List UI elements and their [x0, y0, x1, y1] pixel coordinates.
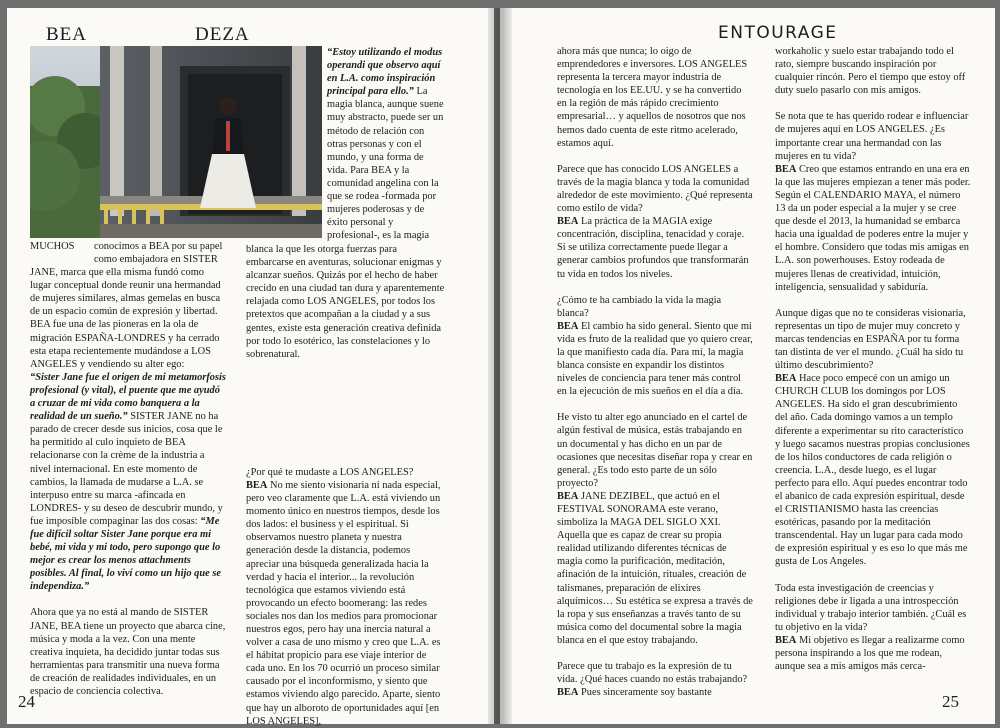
book-gutter: [488, 8, 512, 724]
answer-lifestyle: La práctica de la MAGIA exige concentración, disciplina, tenacidad y coraje. Si se utiliza correctamente puede llegar a generar cambios profundos que transformarán tu vida en todos los niveles.: [557, 216, 749, 280]
page-number-left: 24: [18, 692, 35, 711]
page-number-right: 25: [942, 692, 959, 711]
section-header: ENTOURAGE: [718, 23, 838, 43]
left-column-2: [246, 243, 446, 728]
answer-label: BEA: [775, 163, 797, 175]
answer-label: BEA: [557, 216, 579, 228]
intro-paragraph-cont: SISTER JANE no ha parado de crecer desde sus inicios, cosa que le ha permitido al culo inquieto de BEA relacionarse con la crème de la industria a nivel internacional. En este momento de cambios, la llamada de mudarse a L.A. se interpuso entre su marca -afincada en LONDRES- y su deseo de descubrir mundo, y fue imposible compaginar las dos cosas:: [30, 411, 223, 527]
answer-why-la: No me siento visionaria ni nada especial, pero veo claramente que L.A. está viviendo un momento único en nuestros tiempos, desde los dos lados: el business y el espiritual. Si observamos nuestro planeta y nuestra generación desde la distancia, podemos apreciar una búsqueda generalizada hacia la verdad y hacia el interior... la revolución tecnológica que estamos viviendo está provocando un efecto boomerang: las redes sociales nos dan los medios para promocionar nuestros egos, pero hay una inercia natural a volver a casa de uno mismo y creo que L.A. es el hábitat propicio para ese viaje interior de cada uno. En los 70 ocurrió un proceso similar causado por el inconformismo, y siento que estamos viviendo algo parecido. Aparte, siento que hay un alboroto de oportunidades aquí [en LOS ANGELES],: [246, 479, 441, 727]
question-change: ¿Cómo te ha cambiado la vida la magia blanca?: [557, 294, 722, 319]
magic-paragraph-cont: blanca la que les otorga fuerzas para embarcarse en aventuras, solucionar enigmas y alcanzar sueños. Quizás por el hecho de haber crecido en una ciudad tan dura y aparentemente relajada como LOS ANGELES, por todos los pretextos que acompañan a la ciudad y a sus gentes, existe esta generación creativa definida por todo lo esotérico, las constelaciones y lo sobrenatural.: [246, 244, 445, 360]
portrait-photo: [30, 46, 322, 238]
question-free-time: Parece que tu trabajo es la expresión de tu vida. ¿Qué haces cuando no estás trabajando?: [557, 661, 748, 686]
magic-paragraph: La magia blanca, aunque suene muy abstracto, puede ser un método de relación con otras personas y con el mundo, y una forma de vida. Para BEA y la comunidad angelina con la que se rodea -formada por mujeres poderosas y de éxito personal y profesional-, es la magia: [327, 86, 444, 242]
intro-paragraph: como embajadora en SISTER JANE, marca que ella misma fundó como lugar conceptual donde reunir una hermandad de mujeres similares, almas gemelas en busca de un espacio común de expresión y libertad. BEA fue una de las pioneras en la ola de migración ESPAÑA-LONDRES y ha cerrado esta etapa recientemente mudándose a LOS ANGELES y vendiendo su alter ego:: [30, 254, 221, 370]
question-objective: Toda esta investigación de creencias y religiones debe ir ligada a una introspección individual y trabajo interior también. ¿Cuál es tu objetivo en la vida?: [775, 582, 967, 633]
tech-paragraph: ahora más que nunca; lo oigo de emprendedores e inversores. LOS ANGELES representa la tercera mayor industria de tecnología en los EE.UU. y se ha convertido en la región de más rápido crecimiento empresarial… y aquellos de nosotros que nos hemos dado cuenta de este ritmo acelerado, estamos aquí.: [557, 46, 748, 149]
lead-in-rest: conocimos a BEA por su papel: [94, 241, 223, 252]
answer-project: JANE DEZIBEL, que actuó en el FESTIVAL SONORAMA este verano, simboliza la MAGA DEL SIGLO XXI. Aquella que es capaz de crear su propia realidad utilizando diferentes técnicas de magia como la purificación, meditación, afinación de la intuición, rituales, creación de talismanes, preparación de elixires alquímicos… Su estética se expresa a través de la ropa y sus enseñanzas a través tanto de su música como del documental sobre la magia blanca en el que estoy trabajando.: [557, 490, 753, 646]
right-column-1: [557, 45, 753, 699]
project-paragraph: Ahora que ya no está al mando de SISTER JANE, BEA tiene un proyecto que abarca cine, música y moda a la vez. Con una mente creativa inquieta, ha decidido juntar todas sus herramientas para transmitir una nueva forma de creación de realidades individuales, en un espacio de conciencia colectiva.: [30, 607, 226, 697]
question-sisterhood: Se nota que te has querido rodear e influenciar de mujeres aquí en LOS ANGELES. ¿Es importante crear una hermandad con las mujeres en tu vida?: [775, 111, 969, 162]
pull-quote-baby: “Me fue difícil soltar Sister Jane porque era mi bebé, mi vida y mi todo, pero supongo que lo mejor es crear los menos attachments posibles. Al final, lo viví como un hijo que se independiza.”: [30, 515, 221, 593]
question-discovery: Aunque digas que no te consideras visionaria, representas un tipo de mujer muy concreto y marcas tendencias en ESPAÑA por tu forma tan distinta de ver el mundo. ¿Cuál ha sido tu último descubrimiento?: [775, 307, 966, 372]
answer-free-time: Pues sinceramente soy bastante: [580, 687, 712, 699]
answer-label: BEA: [775, 373, 797, 385]
answer-discovery: Hace poco empecé con un amigo un CHURCH CLUB los domingos por LOS ANGELES. Ha sido el gran descubrimiento del año. Cada domingo vamos a un templo diferente a experimentar su rito característico y luego sacamos nuestras propias conclusiones de los hilos conductores de cada religión o creencia. L.A., desde luego, es el lugar perfecto para ello. Aquí puedes encontrar todo el abanico de cada expresión espiritual, desde el CRISTIANISMO hasta las creencias esotéricas, pasando por la meditación transcendental. Hay un lugar para cada modo de expresión espiritual y es eso lo que más me gusta de Los Angeles.: [775, 373, 970, 568]
lead-in-word: MUCHOS: [30, 241, 75, 252]
answer-label: BEA: [557, 687, 579, 699]
left-column-1: [30, 240, 226, 711]
answer-sisterhood: Creo que estamos entrando en una era en la que las mujeres empiezan a tener más poder. Según el CALENDARIO MAYA, el número 13 da un poder especial a la mujer y se cree que desde el 2013, la humanidad se embarca hacia una igualdad de poderes entre la mujer y el hombre. Considero que todas mis amigas en L.A. son powerhouses. Estoy rodeada de mujeres llenas de creatividad, intuición, inteligencia, sensualidad y sabiduría.: [775, 163, 971, 293]
pull-quote-modus: “Estoy utilizando el modus operandi que observo aquí en L.A. como inspiración principal para ello.”: [327, 47, 443, 98]
answer-label: BEA: [246, 479, 268, 491]
right-column-2: [775, 45, 971, 673]
answer-change: El cambio ha sido general. Siento que mi vida es fruto de la realidad que yo quiero crear, la que manifiesto cada día. Para mí, la magia blanca consiste en expandir los distintos niveles de conciencia para tener más control en la ejecución de mis sueños en el día a día.: [557, 320, 753, 398]
pull-quote-origin: “Sister Jane fue el origen de mi metamorfosis profesional (y vital), el puente que me ayudó a cruzar de mi vida como banquera a la realidad de un sueño.”: [30, 371, 226, 423]
question-lifestyle: Parece que has conocido LOS ANGELES a través de la magia blanca y toda la comunidad alrededor de este movimiento. ¿Qué representa como estilo de vida?: [557, 163, 753, 215]
answer-objective: Mi objetivo es llegar a realizarme como persona inspirando a los que me rodean, aunque sea a mis amigos más cerca-: [775, 634, 965, 673]
answer-label: BEA: [775, 634, 797, 646]
answer-label: BEA: [557, 490, 579, 502]
header-name-last: DEZA: [195, 24, 250, 45]
question-why-la: ¿Por qué te mudaste a LOS ANGELES?: [246, 466, 414, 478]
question-project: He visto tu alter ego anunciado en el cartel de algún festival de música, estás trabajando en un documental y has dicho en un par de ocasiones que necesitas diseñar ropa y crear en general. ¿Es todo esto parte de un sólo proyecto?: [557, 412, 753, 489]
answer-label: BEA: [557, 320, 579, 332]
workaholic-paragraph: workaholic y suelo estar trabajando todo el rato, siempre buscando inspiración por cualquier rincón. Pero el tiempo que estoy off duty suelo pasarlo con mis amigos.: [775, 46, 966, 97]
header-name-first: BEA: [46, 24, 87, 45]
left-column-2-top: [327, 46, 445, 242]
